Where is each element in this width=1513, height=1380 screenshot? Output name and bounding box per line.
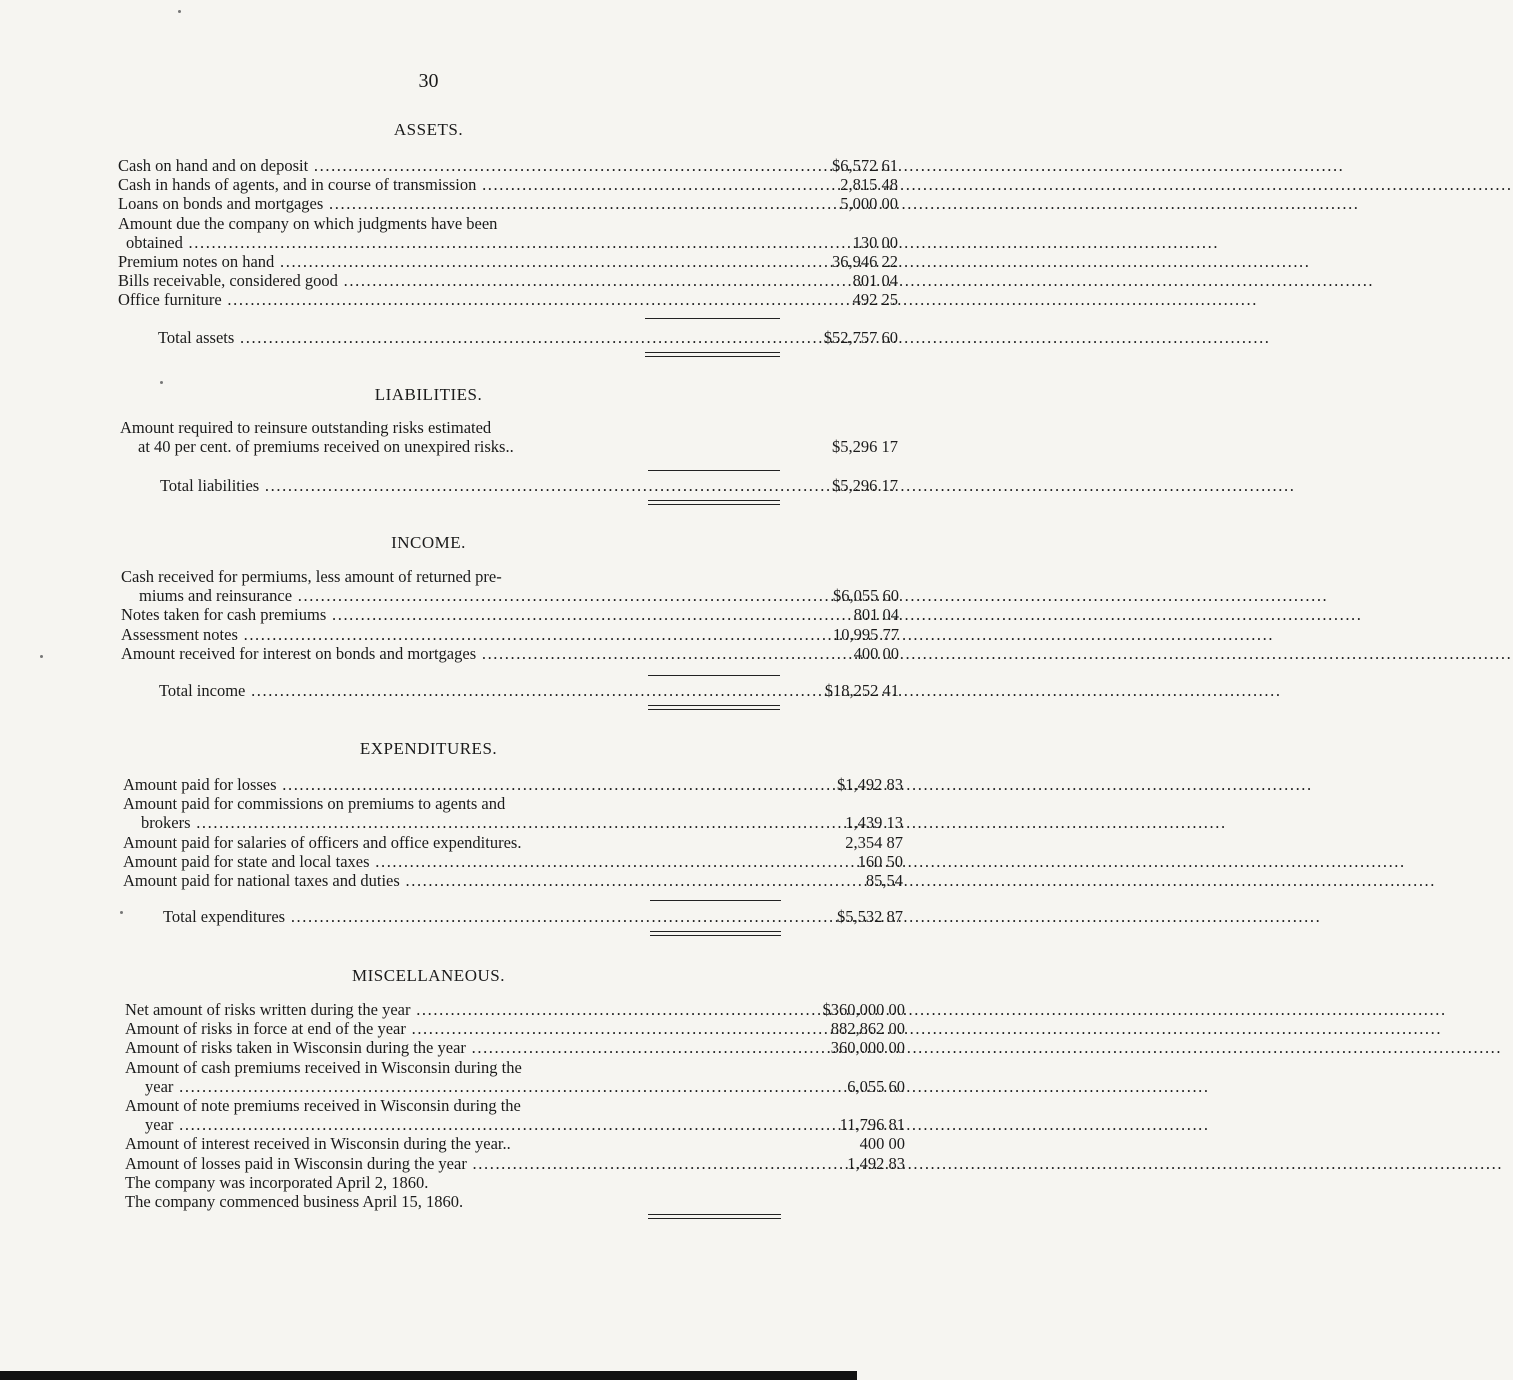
misc-row [125,1115,905,1135]
misc-row-amount: 1,492 83 [847,1153,905,1173]
assets-row-amount: 492 25 [852,290,898,310]
income-row [121,586,899,606]
expenditures-total [123,907,903,926]
expenditures-row [123,794,788,813]
page-edge-bar [0,1371,857,1380]
income-section [121,567,899,663]
page-number: 30 [418,70,439,92]
misc-row-label: Amount of interest received in Wisconsin during the year.. [125,1134,511,1154]
liabilities-section [120,418,898,457]
assets-double-rule [645,352,780,357]
income-row [121,605,899,625]
misc-row-label: The company commenced business April 15, 1860. [125,1191,464,1211]
miscellaneous-heading: MISCELLANEOUS. [352,966,505,985]
misc-row [125,1019,905,1039]
assets-row [118,214,783,233]
income-row-label: miums and reinsurance ..... [139,586,646,605]
misc-row-label: Net amount of risks written during the year ..... [125,1000,650,1019]
income-row [121,624,899,644]
assets-total-label: Total assets ..... [158,328,643,347]
misc-row-label: Amount of cash premiums received in Wisconsin during the [125,1057,522,1077]
expenditures-double-rule [650,931,781,936]
assets-row-label: Office furniture ..... [118,290,643,309]
liabilities-row [120,437,898,457]
assets-row-label: Amount due the company on which judgments have been [118,213,498,233]
liabilities-heading: LIABILITIES. [374,385,483,404]
misc-row-label: Amount of note premiums received in Wisconsin during the [125,1095,521,1115]
misc-row-amount: 11,796 81 [839,1115,905,1135]
assets-row [118,156,898,175]
income-row-label: Assessment notes ..... [121,625,646,644]
scan-speck [120,911,123,914]
assets-row [118,251,898,271]
assets-row-label: Loans on bonds and mortgages ..... [118,194,643,213]
misc-row [125,1173,790,1192]
liabilities-total-label: Total liabilities ..... [160,476,645,495]
misc-row-label: Amount of risks in force at end of the year ..... [125,1019,650,1038]
income-row-label: Notes taken for cash premiums ..... [121,605,646,624]
misc-row-amount: 400 00 [859,1134,905,1154]
expenditures-row-label: Amount paid for losses ..... [123,775,648,794]
misc-row-label: year ..... [145,1077,650,1096]
expenditures-row [123,870,903,890]
expenditures-row-label: Amount paid for salaries of officers and office expenditures. [123,832,522,852]
liabilities-total-row [120,476,898,495]
income-total [121,681,899,700]
liabilities-total-amount: $5,296 17 [832,476,898,495]
income-total-rule [648,675,780,676]
income-row-amount: 400 00 [853,643,899,663]
assets-row-label: Cash in hands of agents, and in course of transmission ..... [118,175,643,194]
liabilities-row [120,418,785,437]
liabilities-row-label: Amount required to reinsure outstanding risks estimated [120,418,492,437]
expenditures-row-amount: $1,492 83 [837,775,903,794]
expenditures-total-amount: $5,532 87 [837,907,903,926]
miscellaneous-double-rule [648,1214,781,1219]
misc-row-amount: 882,862 00 [830,1019,905,1039]
assets-row-amount: 2,815 48 [840,175,898,195]
expenditures-row-label: brokers ..... [141,813,648,832]
expenditures-row-label: Amount paid for state and local taxes ..... [123,852,648,871]
misc-row [125,1192,790,1211]
income-row-amount: $6,055 60 [833,586,899,606]
expenditures-total-rule [650,900,781,901]
income-row-amount: 801 04 [853,605,899,625]
scan-speck [40,655,43,658]
expenditures-row [123,851,903,871]
expenditures-row-amount: 2,354 87 [845,832,903,852]
misc-row-amount: $360,000 00 [822,1000,905,1019]
misc-row-label: The company was incorporated April 2, 1860. [125,1172,429,1192]
assets-row-label: Cash on hand and on deposit ..... [118,156,643,175]
assets-row-label: Premium notes on hand ..... [118,252,643,271]
liabilities-double-rule [648,500,780,505]
misc-row-label: year ..... [145,1115,650,1134]
misc-row-amount: 360,000 00 [830,1038,905,1058]
liabilities-row-label: at 40 per cent. of premiums received on unexpired risks.. [138,437,514,457]
income-row-label: Amount received for interest on bonds and mortgages ..... [121,644,646,663]
assets-row-amount: 130 00 [852,232,898,252]
expenditures-row-amount: 160 50 [857,851,903,871]
misc-row-label: Amount of risks taken in Wisconsin during the year ..... [125,1038,650,1057]
assets-heading: ASSETS. [393,120,464,139]
assets-row-amount: $6,572 61 [832,156,898,175]
scan-speck [160,381,163,384]
assets-total [118,328,898,347]
expenditures-row-amount: 85,54 [865,870,903,890]
assets-row [118,194,898,214]
expenditures-heading: EXPENDITURES. [359,739,498,758]
misc-row [125,1153,905,1173]
expenditures-section [123,775,903,890]
expenditures-row [123,813,903,833]
assets-total-row [118,328,898,347]
assets-section [118,156,898,310]
misc-row-amount: 6,055 60 [847,1076,905,1096]
liabilities-total [120,476,898,495]
liabilities-total-rule [648,470,780,471]
assets-row-label: obtained ..... [126,233,643,252]
income-row [121,643,899,663]
liabilities-row-amount: $5,296 17 [832,437,898,457]
misc-row [125,1038,905,1058]
assets-row [118,290,898,310]
misc-row [125,1058,790,1077]
income-total-row [121,681,899,700]
assets-row-amount: 36,946 22 [832,251,898,271]
assets-total-rule [645,318,780,319]
assets-row [118,175,898,195]
expenditures-row [123,775,903,794]
expenditures-total-label: Total expenditures ..... [163,907,648,926]
misc-row [125,1076,905,1096]
income-total-label: Total income ..... [159,681,646,700]
assets-row [118,271,898,291]
expenditures-row-label: Amount paid for commissions on premiums to agents and [123,794,506,814]
income-total-amount: $18,252 41 [824,681,899,700]
expenditures-row [123,832,903,852]
misc-row-label: Amount of losses paid in Wisconsin during the year ..... [125,1154,650,1173]
expenditures-row-label: Amount paid for national taxes and duties ..... [123,871,648,890]
misc-row [125,1134,905,1154]
income-row-amount: 10,995 77 [833,624,899,644]
miscellaneous-section [125,1000,905,1211]
assets-row [118,232,898,252]
assets-row-amount: 5,000 00 [840,194,898,214]
income-row [121,567,786,586]
expenditures-row-amount: 1,439 13 [845,813,903,833]
scan-speck [178,10,181,13]
expenditures-total-row [123,907,903,926]
income-double-rule [648,705,780,710]
misc-row [125,1000,905,1019]
assets-total-amount: $52,757 60 [823,328,898,347]
misc-row [125,1096,790,1115]
assets-row-amount: 801 04 [852,271,898,291]
assets-row-label: Bills receivable, considered good ..... [118,271,643,290]
income-heading: INCOME. [391,533,466,552]
income-row-label: Cash received for permiums, less amount of returned pre- [121,567,502,586]
